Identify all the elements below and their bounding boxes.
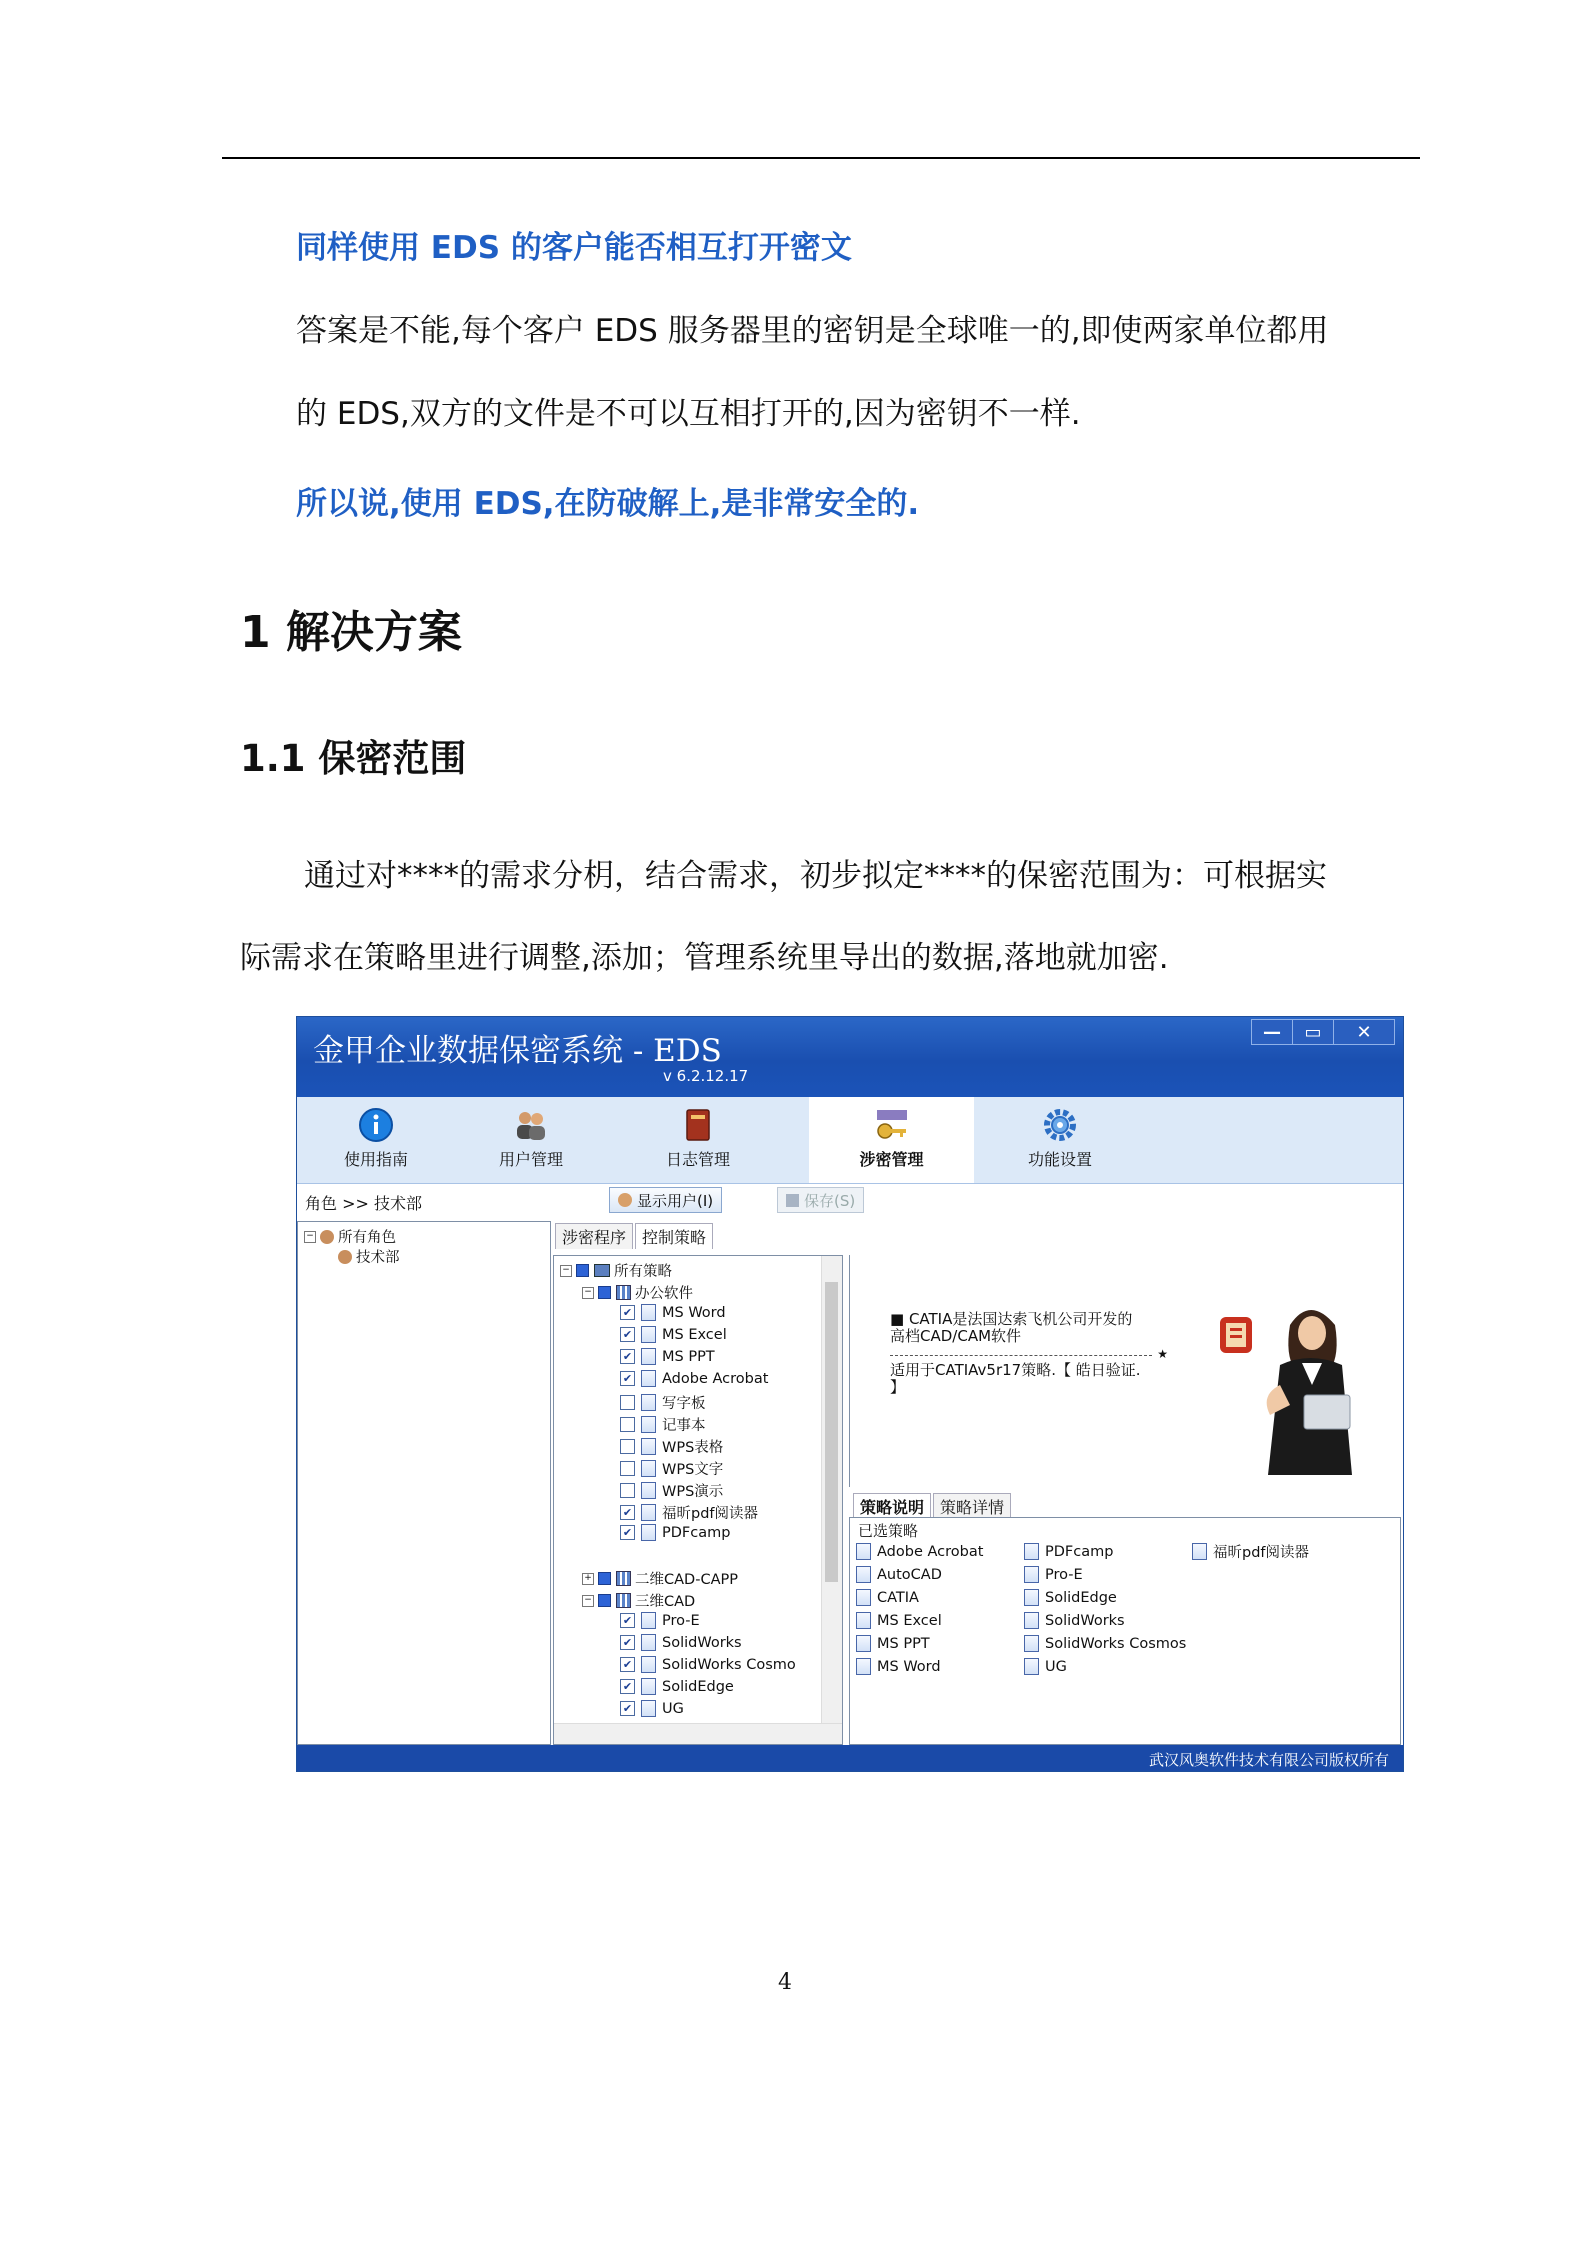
- tree-cad3d-label: 三维CAD: [635, 1594, 696, 1610]
- tree-root[interactable]: [560, 1260, 672, 1281]
- status-bar: [297, 1745, 1403, 1771]
- toolbar-guide[interactable]: [297, 1097, 455, 1183]
- document-icon: [641, 1634, 656, 1651]
- tree-office[interactable]: [582, 1282, 693, 1303]
- selected-policy-item: [856, 1609, 983, 1632]
- tree-cad3d[interactable]: [582, 1590, 695, 1611]
- role-icon: [338, 1250, 352, 1264]
- checkbox[interactable]: ✔: [620, 1613, 635, 1628]
- selected-policy-label: SolidEdge: [1045, 1589, 1117, 1606]
- tree-item-label: MS Word: [662, 1304, 726, 1321]
- checkbox[interactable]: ✔: [620, 1525, 635, 1540]
- document-icon: [856, 1658, 871, 1675]
- document-icon: [641, 1656, 656, 1673]
- tree-item[interactable]: [620, 1700, 684, 1717]
- tree-item[interactable]: [620, 1458, 723, 1479]
- checkbox[interactable]: ✔: [620, 1371, 635, 1386]
- tree-item[interactable]: [620, 1392, 706, 1413]
- tristate-icon: [598, 1286, 611, 1299]
- selected-policy-item: [856, 1655, 983, 1678]
- toolbar-settings-label: 功能设置: [1027, 1150, 1092, 1169]
- document-icon: [856, 1589, 871, 1606]
- document-icon: [856, 1543, 871, 1560]
- checkbox[interactable]: ✔: [620, 1657, 635, 1672]
- selected-policy-item: [1024, 1632, 1186, 1655]
- tree-office-label: 办公软件: [635, 1286, 693, 1302]
- app-version: v 6.2.12.17: [663, 1067, 749, 1085]
- body-line-2: 际需求在策略里进行调整,添加；管理系统里导出的数据,落地就加密.: [240, 940, 1169, 976]
- maximize-button[interactable]: ▭: [1292, 1019, 1334, 1045]
- info-icon: [358, 1107, 394, 1143]
- checkbox[interactable]: ✔: [620, 1305, 635, 1320]
- computer-icon: [594, 1264, 610, 1277]
- tree-item-label: WPS文字: [662, 1462, 724, 1478]
- info-line-1: ■ CATIA是法国达索飞机公司开发的: [890, 1310, 1133, 1328]
- tree-item[interactable]: [620, 1348, 715, 1365]
- document-icon: [1024, 1543, 1039, 1560]
- info-line-3: 适用于CATIAv5r17策略.【 皓日验证.: [890, 1361, 1141, 1379]
- users-icon: [513, 1107, 549, 1143]
- key-icon: [874, 1107, 910, 1143]
- selected-policy-label: PDFcamp: [1045, 1543, 1114, 1560]
- checkbox[interactable]: [620, 1461, 635, 1476]
- tree-item[interactable]: [620, 1370, 768, 1387]
- tree-vertical-scrollbar[interactable]: [821, 1256, 842, 1726]
- checkbox[interactable]: [620, 1483, 635, 1498]
- policy-tabs: [555, 1223, 715, 1249]
- app-title: 金甲企业数据保密系统 - EDS: [313, 1033, 722, 1069]
- selected-policy-label: MS Word: [877, 1658, 941, 1675]
- tree-horizontal-scrollbar[interactable]: [554, 1723, 842, 1744]
- selected-policy-item: [1024, 1563, 1186, 1586]
- toolbar-secret-label: 涉密管理: [859, 1150, 924, 1169]
- document-icon: [641, 1482, 656, 1499]
- role-icon: [320, 1230, 334, 1244]
- tree-cad2d-label: 二维CAD-CAPP: [635, 1572, 738, 1588]
- policy-description: [890, 1310, 1168, 1396]
- tree-item[interactable]: [620, 1436, 723, 1457]
- conclusion-heading: 所以说,使用 EDS,在防破解上,是非常安全的.: [296, 486, 920, 522]
- selected-policy-label: MS Excel: [877, 1612, 942, 1629]
- tree-item-label: SolidEdge: [662, 1678, 734, 1695]
- checkbox[interactable]: [620, 1417, 635, 1432]
- toolbar-secret[interactable]: [809, 1097, 974, 1183]
- role-root[interactable]: [304, 1226, 396, 1247]
- tristate-icon: [598, 1572, 611, 1585]
- tree-item-label: Pro-E: [662, 1612, 700, 1629]
- window-controls: [1252, 1019, 1395, 1045]
- gear-icon: [1042, 1107, 1078, 1143]
- collapse-icon[interactable]: −: [582, 1595, 594, 1607]
- save-button[interactable]: [777, 1187, 864, 1213]
- tristate-icon: [598, 1594, 611, 1607]
- checkbox[interactable]: ✔: [620, 1505, 635, 1520]
- document-icon: [641, 1524, 656, 1541]
- role-child-label: 技术部: [356, 1250, 400, 1266]
- tree-item[interactable]: [620, 1502, 758, 1523]
- tree-item[interactable]: [620, 1480, 723, 1501]
- tree-item-label: PDFcamp: [662, 1524, 731, 1541]
- tree-item-label: MS Excel: [662, 1326, 727, 1343]
- toolbar-logs-label: 日志管理: [665, 1150, 730, 1169]
- selected-policy-item: [856, 1632, 983, 1655]
- collapse-icon[interactable]: −: [582, 1287, 594, 1299]
- tree-item[interactable]: [620, 1634, 742, 1651]
- users-small-icon: [618, 1193, 632, 1207]
- checkbox[interactable]: ✔: [620, 1327, 635, 1342]
- selected-policy-label: CATIA: [877, 1589, 919, 1606]
- tab-policy-desc[interactable]: 策略说明: [853, 1493, 931, 1519]
- collapse-icon[interactable]: −: [304, 1231, 316, 1243]
- document-icon: [641, 1394, 656, 1411]
- document-icon: [641, 1304, 656, 1321]
- tree-item-label: SolidWorks Cosmo: [662, 1656, 796, 1673]
- selected-policy-label: Pro-E: [1045, 1566, 1083, 1583]
- grid-icon: [616, 1285, 631, 1300]
- selected-policy-item: [1192, 1540, 1309, 1563]
- document-icon: [856, 1612, 871, 1629]
- detail-tabs: [853, 1493, 1013, 1519]
- document-icon: [641, 1326, 656, 1343]
- info-line-2: 高档CAD/CAM软件: [890, 1327, 1022, 1345]
- checkbox[interactable]: ✔: [620, 1349, 635, 1364]
- collapse-icon[interactable]: −: [560, 1265, 572, 1277]
- selected-policy-label: Adobe Acrobat: [877, 1543, 984, 1560]
- selected-policy-label: SolidWorks Cosmos: [1045, 1635, 1187, 1652]
- document-icon: [641, 1612, 656, 1629]
- tree-item[interactable]: [620, 1656, 796, 1673]
- toolbar-users[interactable]: [452, 1097, 610, 1183]
- document-icon: [641, 1438, 656, 1455]
- tree-item-label: Adobe Acrobat: [662, 1370, 769, 1387]
- document-icon: [1024, 1566, 1039, 1583]
- grid-icon: [616, 1571, 631, 1586]
- save-label: 保存(S): [804, 1191, 856, 1210]
- document-icon: [1024, 1589, 1039, 1606]
- tab-policy-detail[interactable]: 策略详情: [933, 1493, 1011, 1519]
- tree-item[interactable]: [620, 1678, 734, 1695]
- copyright-text: 武汉风奥软件技术有限公司版权所有: [1148, 1751, 1389, 1769]
- selected-policies-panel: [849, 1517, 1401, 1745]
- tree-item-label: SolidWorks: [662, 1634, 742, 1651]
- tree-item[interactable]: [620, 1414, 706, 1435]
- toolbar-guide-label: 使用指南: [343, 1150, 408, 1169]
- expand-icon[interactable]: +: [582, 1573, 594, 1585]
- document-icon: [641, 1460, 656, 1477]
- save-icon: [786, 1194, 799, 1207]
- checkbox[interactable]: [620, 1395, 635, 1410]
- answer-line-2: 的 EDS,双方的文件是不可以互相打开的,因为密钥不一样.: [296, 396, 1081, 432]
- document-icon: [641, 1348, 656, 1365]
- tree-item-label: WPS演示: [662, 1484, 724, 1500]
- document-icon: [641, 1678, 656, 1695]
- document-icon: [856, 1566, 871, 1583]
- document-icon: [641, 1504, 656, 1521]
- selected-policy-label: UG: [1045, 1658, 1067, 1675]
- toolbar-logs[interactable]: [619, 1097, 777, 1183]
- title-bar: [297, 1017, 1403, 1097]
- section-title: 1 解决方案: [240, 607, 462, 658]
- document-icon: [1192, 1543, 1207, 1560]
- document-icon: [856, 1635, 871, 1652]
- role-root-label: 所有角色: [338, 1230, 396, 1246]
- info-line-4: 】: [890, 1378, 906, 1396]
- selected-policy-item: [856, 1563, 983, 1586]
- tree-item-label: 福昕pdf阅读器: [662, 1506, 759, 1522]
- selected-policy-label: SolidWorks: [1045, 1612, 1125, 1629]
- tree-item-label: UG: [662, 1700, 684, 1717]
- page-number: 4: [778, 1970, 792, 1995]
- body-line-1: 通过对****的需求分枂，结合需求，初步拟定****的保密范围为：可根据实: [304, 858, 1327, 894]
- tristate-icon: [576, 1264, 589, 1277]
- selected-policy-item: [1024, 1540, 1186, 1563]
- role-tree-panel: [297, 1221, 551, 1745]
- policy-info-panel: [849, 1255, 1401, 1487]
- checkbox[interactable]: ✔: [620, 1679, 635, 1694]
- eds-app-window: [296, 1016, 1404, 1772]
- breadcrumb: 角色 >> 技术部: [305, 1194, 422, 1213]
- show-users-label: 显示用户(I): [637, 1191, 714, 1210]
- tree-item[interactable]: [620, 1304, 726, 1321]
- tree-item-label: MS PPT: [662, 1348, 715, 1365]
- star-icon: ★: [1157, 1347, 1168, 1361]
- document-icon: [641, 1370, 656, 1387]
- selected-policy-label: AutoCAD: [877, 1566, 942, 1583]
- mascot-figure: [1250, 1295, 1370, 1479]
- selected-label: 已选策略: [858, 1522, 919, 1540]
- selected-policy-label: MS PPT: [877, 1635, 930, 1652]
- answer-line-1: 答案是不能,每个客户 EDS 服务器里的密钥是全球唯一的,即使两家单位都用: [296, 313, 1329, 349]
- selected-policy-item: [856, 1586, 983, 1609]
- info-divider: [890, 1347, 1168, 1361]
- checkbox[interactable]: [620, 1439, 635, 1454]
- tree-cad2d[interactable]: [582, 1568, 738, 1589]
- tree-root-label: 所有策略: [614, 1264, 672, 1280]
- role-child[interactable]: [338, 1246, 400, 1267]
- tree-item-label: WPS表格: [662, 1440, 724, 1456]
- document-icon: [1024, 1658, 1039, 1675]
- seal-icon: [1218, 1315, 1254, 1359]
- selected-policy-item: [1024, 1586, 1186, 1609]
- header-rule: [222, 157, 1420, 159]
- tree-item[interactable]: [620, 1612, 700, 1629]
- main-toolbar: [297, 1097, 1403, 1184]
- checkbox[interactable]: ✔: [620, 1701, 635, 1716]
- scroll-thumb[interactable]: [825, 1282, 838, 1582]
- toolbar-users-label: 用户管理: [498, 1150, 563, 1169]
- document-icon: [1024, 1635, 1039, 1652]
- tree-item[interactable]: [620, 1326, 727, 1343]
- minimize-button[interactable]: —: [1251, 1019, 1293, 1045]
- tree-item[interactable]: [620, 1524, 730, 1541]
- checkbox[interactable]: ✔: [620, 1635, 635, 1650]
- book-icon: [680, 1107, 716, 1143]
- selected-policy-item: [1024, 1655, 1186, 1678]
- document-icon: [641, 1700, 656, 1717]
- toolbar-settings[interactable]: [981, 1097, 1139, 1183]
- tab-policy[interactable]: 控制策略: [635, 1223, 713, 1249]
- selected-policy-label: 福昕pdf阅读器: [1213, 1545, 1310, 1561]
- selected-policy-item: [1024, 1609, 1186, 1632]
- grid-icon: [616, 1593, 631, 1608]
- tab-process[interactable]: 涉密程序: [555, 1223, 633, 1249]
- tree-item-label: 写字板: [662, 1396, 706, 1412]
- document-icon: [1024, 1612, 1039, 1629]
- policy-tree-panel: [553, 1255, 843, 1745]
- subsection-title: 1.1 保密范围: [240, 737, 467, 780]
- close-button[interactable]: ✕: [1333, 1019, 1395, 1045]
- tree-item-label: 记事本: [662, 1418, 706, 1434]
- selected-policy-item: [856, 1540, 983, 1563]
- question-heading: 同样使用 EDS 的客户能否相互打开密文: [296, 230, 852, 266]
- show-users-button[interactable]: [609, 1187, 722, 1213]
- document-icon: [641, 1416, 656, 1433]
